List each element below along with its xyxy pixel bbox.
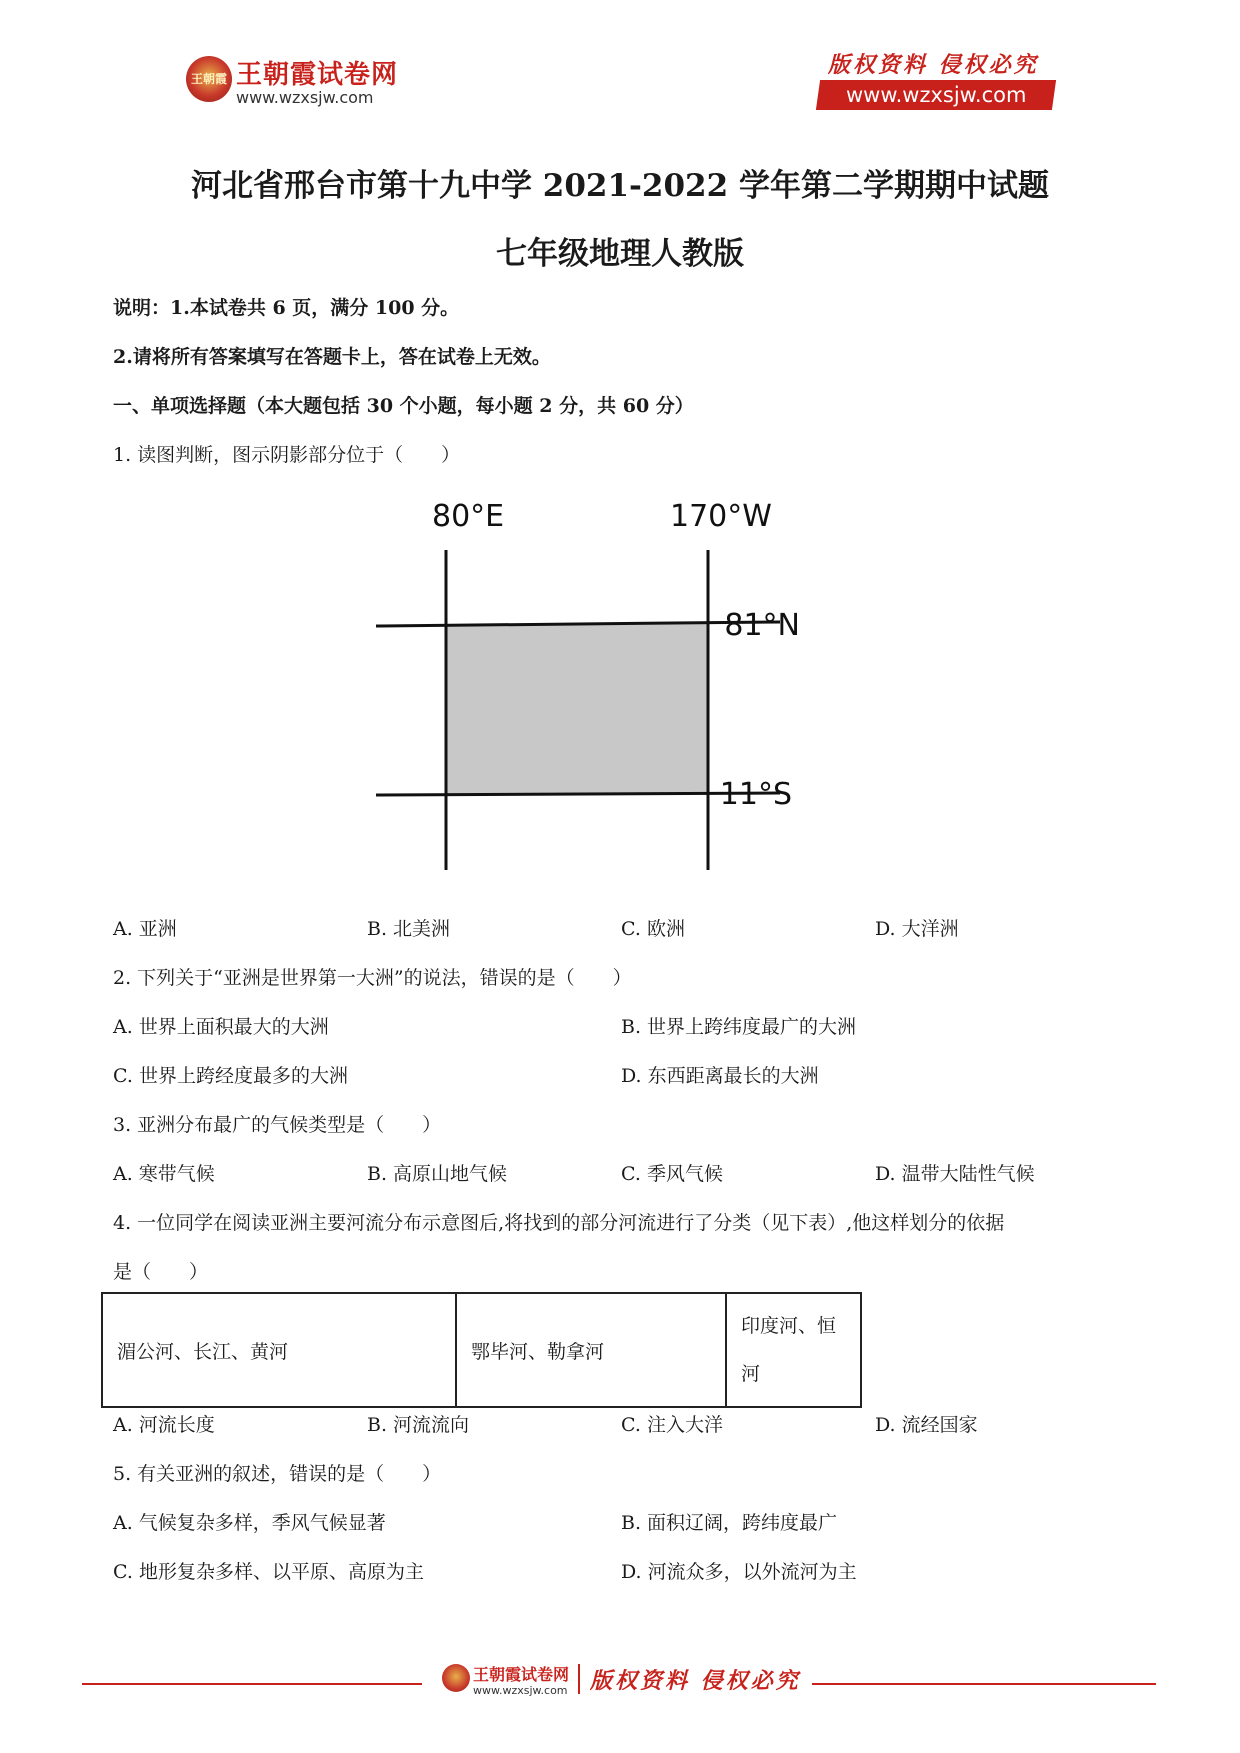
question-1-stem: 1. 读图判断，图示阴影部分位于（ ） — [113, 444, 461, 466]
footer-copyright: 版权资料 侵权必究 — [590, 1668, 801, 1694]
label-lat-bottom: 11°S — [719, 777, 792, 812]
table-cell-group-3-line2: 河 — [741, 1363, 761, 1385]
site-url-text: www.wzxsjw.com — [845, 83, 1027, 107]
exam-subtitle: 七年级地理人教版 — [496, 236, 744, 272]
lat-lon-grid-figure — [360, 490, 800, 880]
table-cell-group-2: 鄂毕河、勒拿河 — [456, 1293, 726, 1407]
q5-option-d[interactable]: D. 河流众多，以外流河为主 — [621, 1561, 857, 1583]
q5-option-c[interactable]: C. 地形复杂多样、以平原、高原为主 — [113, 1561, 424, 1583]
site-logo-name[interactable]: 王朝霞试卷网 — [236, 60, 399, 90]
logo-badge-icon: 王朝霞 — [186, 56, 232, 102]
footer-divider — [578, 1664, 580, 1694]
q3-option-a[interactable]: A. 寒带气候 — [113, 1163, 215, 1185]
q3-option-c[interactable]: C. 季风气候 — [621, 1163, 723, 1185]
river-classification-table — [101, 1292, 862, 1408]
q3-option-b[interactable]: B. 高原山地气候 — [367, 1163, 508, 1185]
q5-option-b[interactable]: B. 面积辽阔，跨纬度最广 — [621, 1512, 838, 1534]
q2-option-b[interactable]: B. 世界上跨纬度最广的大洲 — [621, 1016, 857, 1038]
q4-option-d[interactable]: D. 流经国家 — [875, 1414, 978, 1436]
footer-rule-left — [82, 1683, 422, 1685]
question-4-stem-line2: 是（ ） — [113, 1261, 209, 1283]
instruction-1: 说明：1.本试卷共 6 页，满分 100 分。 — [113, 297, 460, 319]
table-cell-group-1: 湄公河、长江、黄河 — [102, 1293, 456, 1407]
section-heading: 一、单项选择题（本大题包括 30 个小题，每小题 2 分，共 60 分） — [113, 395, 694, 417]
q5-option-a[interactable]: A. 气候复杂多样，季风气候显著 — [113, 1512, 386, 1534]
q1-option-d[interactable]: D. 大洋洲 — [875, 918, 959, 940]
exam-title: 河北省邢台市第十九中学 2021-2022 学年第二学期期中试题 — [190, 168, 1049, 204]
copyright-notice: 版权资料 侵权必究 — [828, 52, 1039, 78]
table-cell-group-3 — [726, 1293, 861, 1407]
label-lon-right: 170°W — [670, 499, 772, 534]
table-cell-group-3-line1: 印度河、恒 — [741, 1315, 837, 1337]
footer-rule-right — [812, 1683, 1156, 1685]
q3-option-d[interactable]: D. 温带大陆性气候 — [875, 1163, 1035, 1185]
label-lat-top: 81°N — [724, 608, 800, 643]
label-lon-left: 80°E — [432, 499, 505, 534]
q4-option-c[interactable]: C. 注入大洋 — [621, 1414, 723, 1436]
question-3-stem: 3. 亚洲分布最广的气候类型是（ ） — [113, 1114, 442, 1136]
table-row — [102, 1293, 861, 1407]
q4-option-b[interactable]: B. 河流流向 — [367, 1414, 470, 1436]
q1-option-a[interactable]: A. 亚洲 — [113, 918, 177, 940]
site-url-banner[interactable] — [816, 80, 1056, 110]
question-2-stem: 2. 下列关于“亚洲是世界第一大洲”的说法，错误的是（ ） — [113, 967, 632, 989]
q1-option-b[interactable]: B. 北美洲 — [367, 918, 451, 940]
instruction-2: 2.请将所有答案填写在答题卡上，答在试卷上无效。 — [113, 346, 551, 368]
parallel-top — [376, 622, 780, 626]
site-logo-url[interactable]: www.wzxsjw.com — [236, 88, 374, 107]
q2-option-a[interactable]: A. 世界上面积最大的大洲 — [113, 1016, 329, 1038]
question-4-stem-line1: 4. 一位同学在阅读亚洲主要河流分布示意图后,将找到的部分河流进行了分类（见下表）,他这样划分的依据 — [113, 1212, 1005, 1234]
footer-site-url[interactable]: www.wzxsjw.com — [473, 1684, 568, 1697]
q2-option-c[interactable]: C. 世界上跨经度最多的大洲 — [113, 1065, 348, 1087]
question-5-stem: 5. 有关亚洲的叙述，错误的是（ ） — [113, 1463, 442, 1485]
footer-site-name[interactable]: 王朝霞试卷网 — [473, 1665, 570, 1684]
q1-option-c[interactable]: C. 欧洲 — [621, 918, 685, 940]
q4-option-a[interactable]: A. 河流长度 — [113, 1414, 215, 1436]
q2-option-d[interactable]: D. 东西距离最长的大洲 — [621, 1065, 819, 1087]
footer-logo-icon — [442, 1664, 470, 1692]
shaded-region — [446, 624, 708, 794]
